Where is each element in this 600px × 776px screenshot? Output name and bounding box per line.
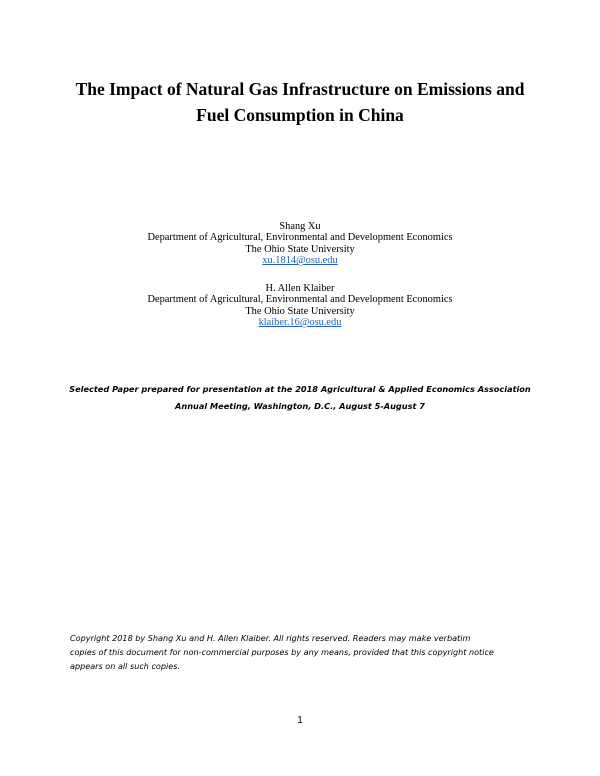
copyright-line: copies of this document for non-commercial purposes by any means, provided that this copyright notice bbox=[70, 647, 494, 658]
title-line: The Impact of Natural Gas Infrastructure on Emissions and bbox=[75, 79, 525, 99]
author-name: Shang Xu bbox=[279, 221, 321, 232]
author-email-link[interactable]: xu.1814@osu.edu bbox=[262, 255, 338, 267]
selected-paper-note bbox=[40, 381, 560, 414]
author-name: H. Allen Klaiber bbox=[265, 283, 335, 294]
copyright-line: appears on all such copies. bbox=[70, 661, 181, 672]
title-line: Fuel Consumption in China bbox=[196, 105, 404, 125]
paper-title bbox=[40, 76, 560, 128]
selected-paper-line: Selected Paper prepared for presentation at the 2018 Agricultural & Applied Economics Association bbox=[69, 384, 531, 394]
author-department: Department of Agricultural, Environmental and Development Economics bbox=[147, 232, 453, 244]
author-email-link[interactable]: klaiber.16@osu.edu bbox=[258, 317, 342, 329]
copyright-notice bbox=[70, 631, 540, 674]
page-number: 1 bbox=[297, 715, 303, 726]
copyright-line: Copyright 2018 by Shang Xu and H. Allen Klaiber. All rights reserved. Readers may make verbatim bbox=[70, 633, 471, 643]
author-university: The Ohio State University bbox=[245, 305, 355, 317]
author-block bbox=[60, 283, 540, 329]
author-department: Department of Agricultural, Environmental and Development Economics bbox=[147, 294, 453, 306]
author-university: The Ohio State University bbox=[245, 243, 355, 255]
author-block bbox=[60, 221, 540, 267]
selected-paper-line: Annual Meeting, Washington, D.C., August 5-August 7 bbox=[175, 400, 425, 411]
